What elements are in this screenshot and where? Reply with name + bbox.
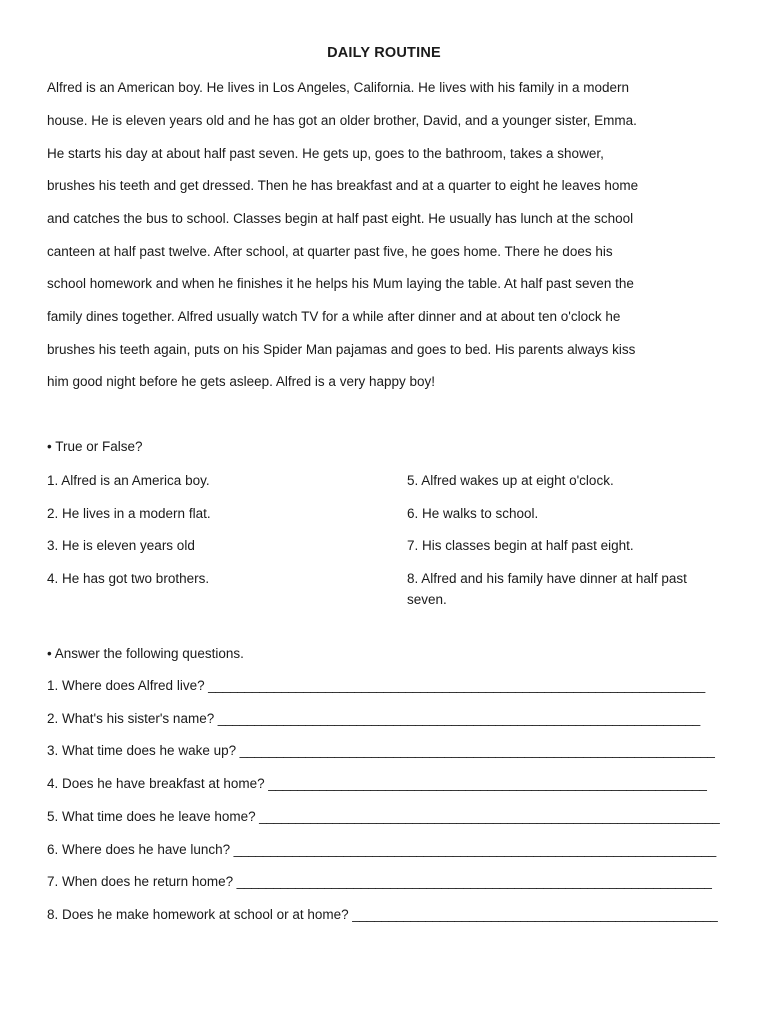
answer-blank[interactable]: _______________________________________________________________ — [255, 809, 720, 824]
answer-blank[interactable]: ____________________________________________________________ — [264, 776, 707, 791]
question-row — [47, 808, 720, 826]
question-row — [47, 677, 705, 695]
story-line: brushes his teeth again, puts on his Spider Man pajamas and goes to bed. His parents always kiss — [47, 342, 636, 357]
story-line: house. He is eleven years old and he has got an older brother, David, and a younger sister, Emma. — [47, 113, 637, 128]
question-text: 2. What's his sister's name? — [47, 711, 215, 726]
answer-blank[interactable]: __________________________________________________ — [348, 907, 718, 922]
question-row — [47, 906, 718, 924]
question-text: 5. What time does he leave home? — [47, 809, 256, 824]
answer-blank[interactable]: _________________________________________________________________ — [236, 743, 715, 758]
true-false-statement: 4. He has got two brothers. — [47, 571, 210, 586]
true-false-statement: 5. Alfred wakes up at eight o'clock. — [407, 473, 614, 488]
true-false-statement: 3. He is eleven years old — [47, 538, 195, 553]
question-text: 8. Does he make homework at school or at home? — [47, 907, 349, 922]
question-row — [47, 841, 716, 859]
question-text: 3. What time does he wake up? — [47, 743, 237, 758]
story-line: and catches the bus to school. Classes begin at half past eight. He usually has lunch at the school — [47, 211, 634, 226]
page-title: DAILY ROUTINE — [327, 45, 441, 61]
answer-blank[interactable]: _________________________________________________________________ — [233, 874, 712, 889]
question-row — [47, 775, 707, 793]
question-text: 4. Does he have breakfast at home? — [47, 776, 265, 791]
story-line: brushes his teeth and get dressed. Then he has breakfast and at a quarter to eight he leaves home — [47, 178, 639, 193]
story-line: He starts his day at about half past seven. He gets up, goes to the bathroom, takes a shower, — [47, 146, 604, 161]
true-false-statement: 6. He walks to school. — [407, 506, 539, 521]
true-false-statement: 2. He lives in a modern flat. — [47, 506, 211, 521]
question-text: 1. Where does Alfred live? — [47, 678, 205, 693]
true-false-statement: 7. His classes begin at half past eight. — [407, 538, 634, 553]
true-false-statement: 1. Alfred is an America boy. — [47, 473, 210, 488]
question-text: 6. Where does he have lunch? — [47, 842, 231, 857]
answer-blank[interactable]: __________________________________________________________________ — [214, 711, 701, 726]
story-line: family dines together. Alfred usually watch TV for a while after dinner and at about ten o'clock he — [47, 309, 621, 324]
story-line: him good night before he gets asleep. Alfred is a very happy boy! — [47, 374, 435, 389]
question-row — [47, 710, 700, 728]
question-row — [47, 742, 715, 760]
question-row — [47, 873, 712, 891]
true-false-statement: 8. Alfred and his family have dinner at half past seven. — [407, 571, 687, 607]
story-line: canteen at half past twelve. After school, at quarter past five, he goes home. There he does his — [47, 244, 613, 259]
story-line: school homework and when he finishes it he helps his Mum laying the table. At half past seven the — [47, 276, 634, 291]
answer-blank[interactable]: __________________________________________________________________ — [230, 842, 717, 857]
true-false-heading: • True or False? — [47, 439, 143, 454]
questions-heading: • Answer the following questions. — [47, 646, 244, 661]
story-line: Alfred is an American boy. He lives in Los Angeles, California. He lives with his family in a modern — [47, 80, 630, 95]
question-text: 7. When does he return home? — [47, 874, 234, 889]
answer-blank[interactable]: ____________________________________________________________________ — [204, 678, 706, 693]
